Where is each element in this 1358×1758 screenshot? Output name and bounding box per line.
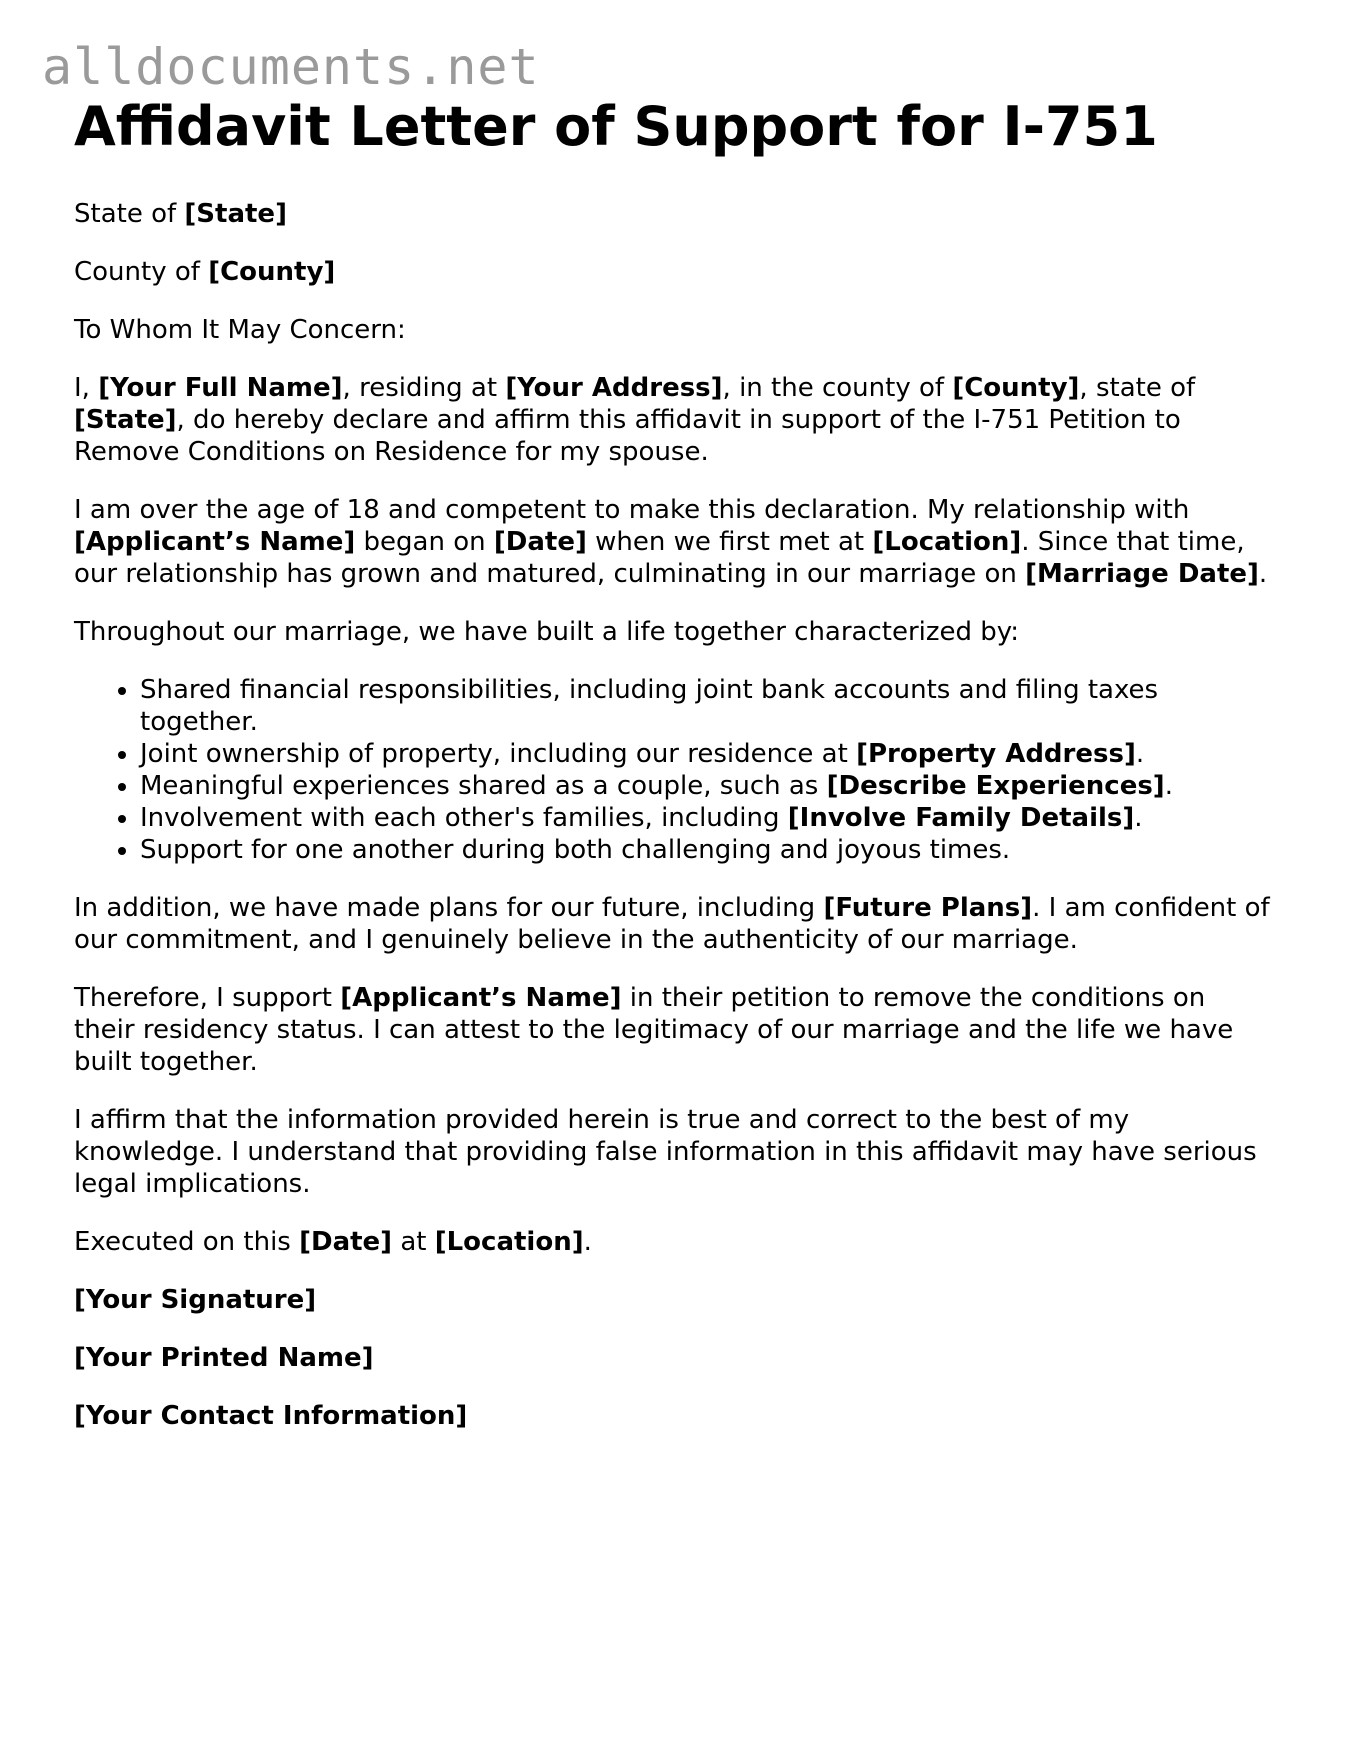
relationship-paragraph bbox=[74, 494, 1274, 590]
list-item bbox=[140, 770, 1274, 802]
list-item: • Shared financial responsibilities, including joint bank accounts and filing taxes together. bbox=[140, 674, 1274, 738]
list-item: • Support for one another during both challenging and joyous times. bbox=[140, 834, 1274, 866]
text: Joint ownership of property, including our residence at bbox=[140, 739, 857, 770]
signature-line bbox=[74, 1284, 1274, 1316]
address-field: [Your Address] bbox=[505, 373, 723, 404]
salutation: To Whom It May Concern: bbox=[74, 315, 406, 346]
text: . bbox=[1164, 771, 1173, 802]
text: I, bbox=[74, 373, 99, 404]
county-field: [County] bbox=[208, 257, 336, 288]
printed-name-line bbox=[74, 1342, 1274, 1374]
watermark: alldocuments.net bbox=[42, 38, 540, 96]
text: . bbox=[1258, 559, 1268, 590]
document-page bbox=[74, 96, 1274, 1458]
signature-field: [Your Signature] bbox=[74, 1285, 317, 1316]
text: , state of bbox=[1079, 373, 1196, 404]
date-field: [Date] bbox=[299, 1227, 393, 1258]
document-title: Affidavit Letter of Support for I-751 bbox=[74, 95, 1158, 158]
declaration-paragraph bbox=[74, 372, 1274, 468]
date-field: [Date] bbox=[493, 527, 587, 558]
text: Executed on this bbox=[74, 1227, 300, 1258]
executed-line bbox=[74, 1226, 1274, 1258]
text: . Since that time, our relationship has grown and matured, culminating in our marriage on bbox=[74, 527, 1245, 590]
text: . bbox=[583, 1227, 592, 1258]
family-details-field: [Involve Family Details] bbox=[787, 803, 1135, 834]
state-line bbox=[74, 198, 1274, 230]
contact-info-field: [Your Contact Information] bbox=[74, 1401, 468, 1432]
list-item bbox=[140, 802, 1274, 834]
contact-info-line bbox=[74, 1400, 1274, 1432]
support-paragraph bbox=[74, 982, 1274, 1078]
text: Involvement with each other's families, including bbox=[140, 803, 788, 834]
text: . I am confident of our commitment, and I genuinely believe in the authenticity of our marriage. bbox=[74, 893, 1270, 956]
applicant-name-field: [Applicant’s Name] bbox=[340, 983, 622, 1014]
state-field: [State] bbox=[184, 199, 287, 230]
text: , in the county of bbox=[722, 373, 953, 404]
location-field: [Location] bbox=[434, 1227, 584, 1258]
characteristics-list bbox=[74, 674, 1274, 866]
text: began on bbox=[355, 527, 494, 558]
affirmation-paragraph: I affirm that the information provided herein is true and correct to the best of my knowledge. I understand that providing false information in this affidavit may have serious legal implications. bbox=[74, 1105, 1257, 1200]
text: , residing at bbox=[342, 373, 506, 404]
text: at bbox=[392, 1227, 435, 1258]
text: . bbox=[1134, 803, 1143, 834]
list-intro: Throughout our marriage, we have built a life together characterized by: bbox=[74, 617, 1020, 648]
property-address-field: [Property Address] bbox=[856, 739, 1136, 770]
printed-name-field: [Your Printed Name] bbox=[74, 1343, 374, 1374]
full-name-field: [Your Full Name] bbox=[98, 373, 343, 404]
county-field: [County] bbox=[952, 373, 1080, 404]
text: . bbox=[1135, 739, 1145, 770]
state-label: State of bbox=[74, 199, 185, 230]
future-plans-field: [Future Plans] bbox=[823, 893, 1033, 924]
text: I am over the age of 18 and competent to make this declaration. My relationship with bbox=[74, 495, 1190, 526]
text: , do hereby declare and affirm this affidavit in support of the I-751 Petition to Remove Conditions on Residence for my spouse. bbox=[74, 405, 1181, 468]
text: when we first met at bbox=[586, 527, 873, 558]
applicant-name-field: [Applicant’s Name] bbox=[74, 527, 356, 558]
county-label: County of bbox=[74, 257, 209, 288]
state-field: [State] bbox=[74, 405, 177, 436]
location-field: [Location] bbox=[872, 527, 1022, 558]
document-body bbox=[74, 198, 1274, 1432]
experiences-field: [Describe Experiences] bbox=[826, 771, 1165, 802]
future-plans-paragraph bbox=[74, 892, 1274, 956]
text: Meaningful experiences shared as a couple, such as bbox=[140, 771, 827, 802]
marriage-date-field: [Marriage Date] bbox=[1025, 559, 1259, 590]
text: In addition, we have made plans for our future, including bbox=[74, 893, 824, 924]
text: in their petition to remove the conditions on their residency status. I can attest to the legitimacy of our marriage and the life we have built together. bbox=[74, 983, 1234, 1078]
county-line bbox=[74, 256, 1274, 288]
list-item bbox=[140, 738, 1274, 770]
text: Therefore, I support bbox=[74, 983, 341, 1014]
